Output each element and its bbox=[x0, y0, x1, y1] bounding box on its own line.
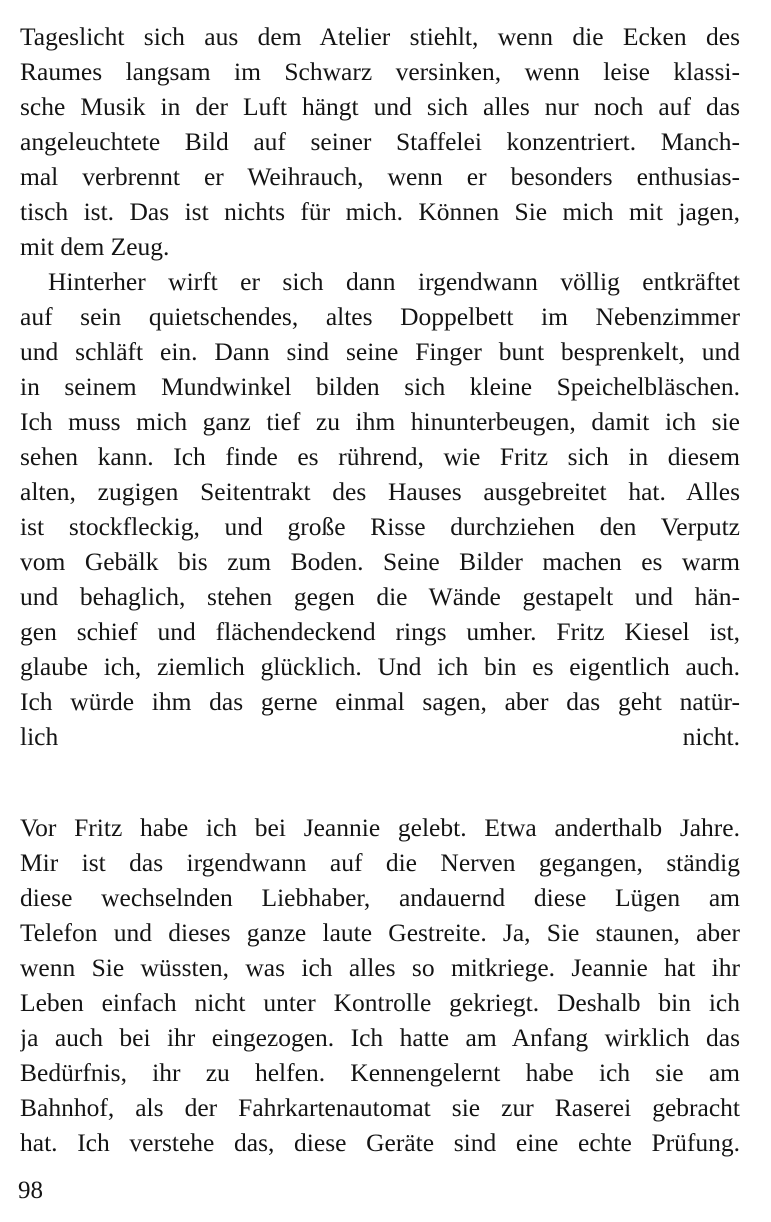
text-line: und schläft ein. Dann sind seine Finger bunt besprenkelt, und bbox=[20, 337, 740, 366]
paragraph bbox=[20, 264, 740, 789]
text-line: Vor Fritz habe ich bei Jeannie gelebt. Etwa anderthalb Jahre. bbox=[20, 813, 740, 842]
paragraph-continued bbox=[20, 19, 740, 264]
text-line: Telefon und dieses ganze laute Gestreite. Ja, Sie staunen, aber bbox=[20, 918, 740, 947]
text-line: angeleuchtete Bild auf seiner Staffelei konzentriert. Manch- bbox=[20, 127, 740, 156]
text-line: mal verbrennt er Weihrauch, wenn er besonders enthusias- bbox=[20, 162, 740, 191]
text-line bbox=[20, 754, 740, 789]
text-line: ist stockfleckig, und große Risse durchziehen den Verputz bbox=[20, 512, 740, 541]
text-line: Raumes langsam im Schwarz versinken, wenn leise klassi- bbox=[20, 57, 740, 86]
text-line: lich nicht. bbox=[20, 722, 740, 751]
text-line: ja auch bei ihr eingezogen. Ich hatte am Anfang wirklich das bbox=[20, 1023, 740, 1052]
text-line: glaube ich, ziemlich glücklich. Und ich bin es eigentlich auch. bbox=[20, 652, 740, 681]
text-line: vom Gebälk bis zum Boden. Seine Bilder machen es warm bbox=[20, 547, 740, 576]
text-line: wenn Sie wüssten, was ich alles so mitkriege. Jeannie hat ihr bbox=[20, 953, 740, 982]
text-line: Mir ist das irgendwann auf die Nerven gegangen, ständig bbox=[20, 848, 740, 877]
section-paragraph bbox=[20, 810, 740, 1160]
text-line: und behaglich, stehen gegen die Wände gestapelt und hän- bbox=[20, 582, 740, 611]
text-line: in seinem Mundwinkel bilden sich kleine Speichelbläschen. bbox=[20, 372, 740, 401]
text-line: auf sein quietschendes, altes Doppelbett im Nebenzimmer bbox=[20, 302, 740, 331]
text-line: gen schief und flächendeckend rings umher. Fritz Kiesel ist, bbox=[20, 617, 740, 646]
text-line: Leben einfach nicht unter Kontrolle gekriegt. Deshalb bin ich bbox=[20, 988, 740, 1017]
text-line: hat. Ich verstehe das, diese Geräte sind eine echte Prüfung. bbox=[20, 1128, 740, 1157]
text-line: Ich muss mich ganz tief zu ihm hinunterbeugen, damit ich sie bbox=[20, 407, 740, 436]
text-line: mit dem Zeug. bbox=[20, 232, 170, 261]
text-line: diese wechselnden Liebhaber, andauernd diese Lügen am bbox=[20, 883, 740, 912]
page-number: 98 bbox=[18, 1177, 43, 1204]
text-line: Hinterher wirft er sich dann irgendwann völlig entkräftet bbox=[48, 267, 740, 296]
text-line: Bahnhof, als der Fahrkartenautomat sie zur Raserei gebracht bbox=[20, 1093, 740, 1122]
text-line: alten, zugigen Seitentrakt des Hauses ausgebreitet hat. Alles bbox=[20, 477, 740, 506]
text-line: Bedürfnis, ihr zu helfen. Kennengelernt habe ich sie am bbox=[20, 1058, 740, 1087]
text-line: sehen kann. Ich finde es rührend, wie Fritz sich in diesem bbox=[20, 442, 740, 471]
text-line: Ich würde ihm das gerne einmal sagen, aber das geht natür- bbox=[20, 687, 740, 716]
text-line: Tageslicht sich aus dem Atelier stiehlt, wenn die Ecken des bbox=[20, 22, 740, 51]
text-line: sche Musik in der Luft hängt und sich alles nur noch auf das bbox=[20, 92, 740, 121]
text-line: tisch ist. Das ist nichts für mich. Können Sie mich mit jagen, bbox=[20, 197, 740, 226]
